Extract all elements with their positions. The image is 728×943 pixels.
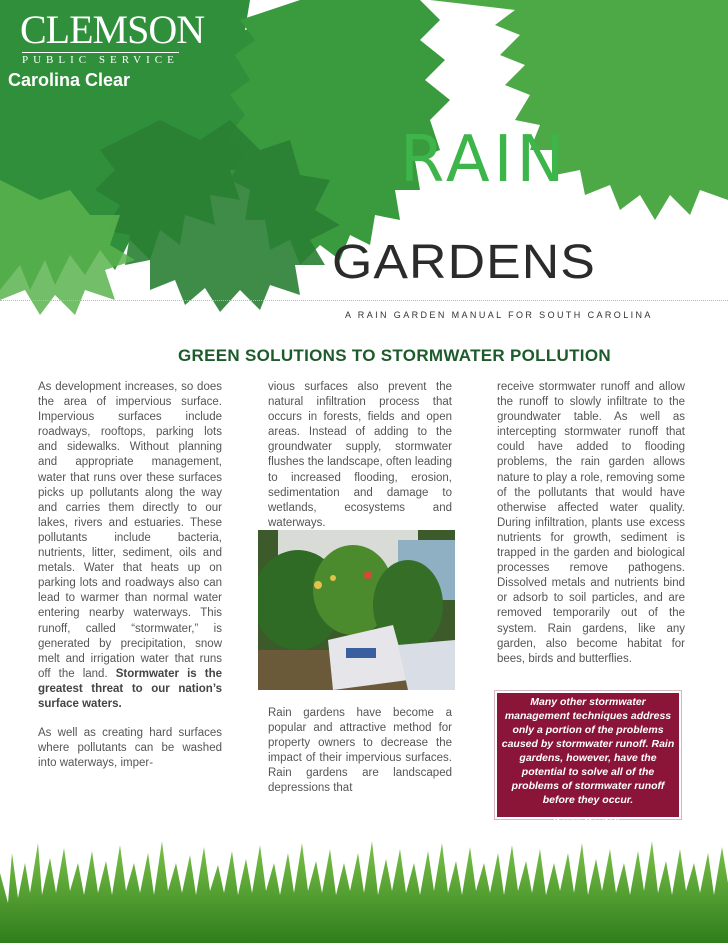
pull-quote-date: October 2008: [583, 830, 653, 842]
pull-quote-publication: Stormwater,: [523, 830, 584, 842]
title-gardens: GARDENS: [332, 236, 596, 289]
manual-subtitle: A RAIN GARDEN MANUAL FOR SOUTH CAROLINA: [345, 310, 653, 320]
clemson-logo-subtitle: PUBLIC SERVICE: [22, 54, 179, 66]
article-column-1: [38, 380, 222, 785]
grass-footer: [0, 833, 728, 943]
col1-paragraph-1: [38, 380, 222, 712]
article-column-3: [497, 380, 685, 681]
dotted-divider: [0, 300, 728, 301]
col3-paragraph-1: receive stormwater runoff and allow the runoff to slowly infiltrate to the groundwater table. As well as intercepting stormwater runoff that could have added to flooding problems, the rain garden allows nature to play a role, removing some of the pollutants that would have otherwise affected water quality. During infiltration, plants use excess nutrients for growth, sediment is trapped in the garden and biological processes remove pathogens. Dissolved metals and nutrients bind or adsorb to soil particles, and are removed temporarily out of the system. Rain gardens, like any garden, also become habitat for bees, birds and butterflies.: [497, 381, 685, 665]
col2-paragraph-1: vious surfaces also prevent the natural infiltration process that occurs in forests, fields and open areas. Instead of adding to the groundwater supply, stormwater flushes the landscape, often leading to increased flooding, erosion, sedimentation and damage to wetlands, ecosystems and waterways.: [268, 381, 452, 529]
col1-text: As development increases, so does the area of impervious surface. Impervious surfaces include roadways, rooftops, parking lots and sidewalks. Without planning and appropriate management, water that runs over these surfaces picks up pollutants along the way and carries them directly to our lakes, rivers and estuaries. These pollutants include bacteria, nutrients, litter, sediment, oils and metals. Water that heats up on parking lots and roadways also can lead to warmer than normal water entering nearby waterways. This runoff, called “stormwater,” is generated by precipitation, snow melt and irrigation water that runs off the land.: [38, 381, 222, 680]
rain-garden-photo: [258, 530, 455, 690]
col1-paragraph-2: As well as creating hard surfaces where pollutants can be washed into waterways, imper-: [38, 727, 222, 770]
col2-paragraph-2: Rain gardens have become a popular and attractive method for property owners to decrease the impact of their impervious surfaces. Rain gardens are landscaped depressions that: [268, 707, 452, 795]
article-column-2-continued: [268, 706, 452, 811]
clemson-logo-wordmark: CLEMSON: [20, 7, 205, 52]
pull-quote-text: Many other stormwater management techniques address only a portion of the problems caused by stormwater runoff. Rain gardens, however, have the potential to solve all of the problems of stormwater runoff before they occur.: [501, 696, 675, 806]
carolina-clear-brand: Carolina Clear: [8, 70, 131, 90]
title-rain: RAIN: [400, 123, 569, 197]
section-heading: GREEN SOLUTIONS TO STORMWATER POLLUTION: [178, 346, 611, 365]
pull-quote-box: [494, 690, 682, 842]
article-column-2: [268, 380, 452, 545]
pull-quote-author: Kevin Beutell,: [553, 816, 623, 828]
col1-bold-statement: Stormwater is the greatest threat to our nation’s surface waters.: [38, 667, 222, 710]
